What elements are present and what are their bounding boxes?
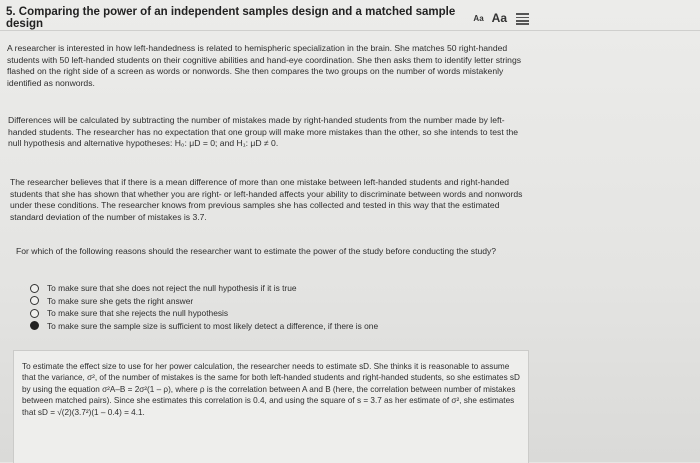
question-header — [6, 8, 692, 28]
answer-option-label: To make sure she gets the right answer — [47, 295, 194, 306]
question-title: 5. Comparing the power of an independent samples design and a matched sample design — [6, 6, 456, 30]
reader-icon[interactable] — [515, 12, 530, 24]
answer-option[interactable] — [30, 282, 378, 295]
answer-option-label: To make sure that she does not reject the null hypothesis if it is true — [47, 283, 297, 294]
answer-option-label: To make sure the sample size is sufficient to most likely detect a difference, if there is one — [47, 320, 379, 331]
reader-toolbar — [473, 11, 530, 25]
font-size-large-icon[interactable]: Aa — [491, 11, 507, 25]
header-divider — [0, 30, 700, 31]
belief-paragraph: The researcher believes that if there is a mean difference of more than one mistake between left-handed students and right-handed students that she has shown that whether you are right- or left-handed affects your ability to discriminate between words and nonwords under these conditions. The researcher knows from previous samples she has collected and tested in this way that the estimated standard deviation of the number of mistakes is 3.7. — [10, 177, 523, 222]
answer-option[interactable] — [30, 295, 378, 308]
effect-size-text: To estimate the effect size to use for her power calculation, the researcher needs to estimate sD. She thinks it is reasonable to assume that the variance, σ², of the number of mistakes is the same for both left-handed students and right-handed students, so she estimates sD by using the equation σ²A–B = 2σ²(1 – ρ), where ρ is the correlation between A and B (here, the correlation between number of mistakes between matched pairs). Since she estimates this correlation is 0.4, and using the square of s = 3.7 as her estimate of σ², she estimates that sD = √(2)(3.7²)(1 – 0.4) = 4.1. — [22, 362, 520, 417]
radio-button[interactable] — [30, 296, 39, 305]
font-size-small-icon[interactable]: Aa — [473, 13, 484, 23]
answer-options — [30, 282, 378, 332]
effect-size-panel — [13, 350, 529, 463]
intro-paragraph: A researcher is interested in how left-handedness is related to hemispheric specialization in the brain. She matches 50 right-handed students with 50 left-handed students on their cognitive abilities and hand-eye coordination. She then asks them to identify letter strings flashed on the right side of a screen as words or nonwords. She then compares the two groups on the number of words mistakenly identified as nonwords. — [7, 43, 522, 88]
radio-button[interactable] — [30, 284, 39, 293]
radio-button[interactable] — [30, 309, 39, 318]
answer-option[interactable] — [30, 320, 378, 333]
differences-paragraph: Differences will be calculated by subtracting the number of mistakes made by right-handed students from the number made by left-handed students. The researcher has no expectation that one group will make more mistakes than the other, so she intends to test the null hypothesis and alternative hypotheses: H₀: μD = 0; and H₁: μD ≠ 0. — [8, 115, 519, 149]
radio-button-selected[interactable] — [30, 321, 39, 330]
answer-option-label: To make sure that she rejects the null hypothesis — [47, 308, 229, 319]
question-prompt: For which of the following reasons should the researcher want to estimate the power of the study before conducting the study? — [16, 246, 497, 256]
answer-option[interactable] — [30, 307, 378, 320]
